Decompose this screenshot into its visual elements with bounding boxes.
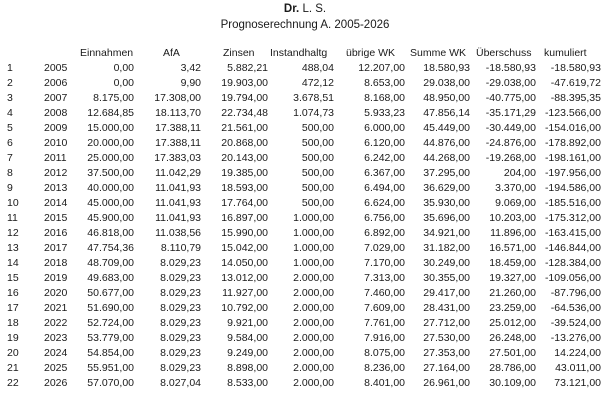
cell-year: 2023 xyxy=(44,332,68,344)
cell-afa: 17.388,11 xyxy=(155,122,201,134)
cell-row-number: 18 xyxy=(7,317,19,329)
cell-year: 2016 xyxy=(44,227,68,239)
cell-instandhaltung: 500,00 xyxy=(301,122,334,134)
cell-ueberschuss: -24.876,00 xyxy=(485,137,536,149)
cell-summe-wk: 36.629,00 xyxy=(423,182,470,194)
cell-instandhaltung: 3.678,51 xyxy=(293,92,334,104)
cell-ueberschuss: 9.069,00 xyxy=(495,197,536,209)
cell-uebrige-wk: 6.000,00 xyxy=(364,122,405,134)
cell-afa: 8.027,04 xyxy=(160,377,201,389)
cell-uebrige-wk: 6.120,00 xyxy=(364,137,405,149)
col-header-uebrige-wk: übrige WK xyxy=(346,47,396,59)
cell-summe-wk: 26.961,00 xyxy=(423,377,470,389)
cell-ueberschuss: -35.171,29 xyxy=(485,107,536,119)
cell-kumuliert: -109.056,00 xyxy=(544,272,601,284)
cell-ueberschuss: 204,00 xyxy=(503,167,536,179)
cell-einnahmen: 0,00 xyxy=(113,77,134,89)
cell-zinsen: 8.533,00 xyxy=(227,377,268,389)
cell-instandhaltung: 488,04 xyxy=(301,62,334,74)
cell-year: 2020 xyxy=(44,287,68,299)
cell-row-number: 11 xyxy=(7,212,18,224)
cell-row-number: 10 xyxy=(7,197,19,209)
cell-year: 2005 xyxy=(44,62,68,74)
cell-row-number: 2 xyxy=(7,77,13,89)
cell-zinsen: 13.012,00 xyxy=(221,272,268,284)
cell-ueberschuss: 16.571,00 xyxy=(489,242,536,254)
cell-instandhaltung: 472,12 xyxy=(301,77,334,89)
cell-ueberschuss: 11.896,00 xyxy=(490,227,536,239)
cell-instandhaltung: 2.000,00 xyxy=(293,272,334,284)
cell-year: 2009 xyxy=(44,122,68,134)
cell-row-number: 12 xyxy=(7,227,19,239)
cell-year: 2014 xyxy=(44,197,68,209)
cell-summe-wk: 37.295,00 xyxy=(423,167,470,179)
cell-einnahmen: 12.684,85 xyxy=(87,107,134,119)
cell-summe-wk: 48.950,00 xyxy=(423,92,470,104)
cell-summe-wk: 44.268,00 xyxy=(423,152,470,164)
cell-row-number: 14 xyxy=(7,257,19,269)
cell-uebrige-wk: 7.460,00 xyxy=(364,287,405,299)
cell-zinsen: 21.561,00 xyxy=(221,122,268,134)
cell-afa: 11.041,93 xyxy=(155,182,201,194)
cell-year: 2012 xyxy=(44,167,68,179)
cell-zinsen: 9.249,00 xyxy=(227,347,268,359)
cell-ueberschuss: 30.109,00 xyxy=(489,377,536,389)
cell-kumuliert: -185.516,00 xyxy=(544,197,601,209)
cell-einnahmen: 37.500,00 xyxy=(87,167,134,179)
cell-kumuliert: -163.415,00 xyxy=(544,227,601,239)
cell-instandhaltung: 1.074,73 xyxy=(293,107,334,119)
cell-afa: 8.029,23 xyxy=(160,287,201,299)
cell-summe-wk: 47.856,14 xyxy=(423,107,470,119)
cell-afa: 8.110,79 xyxy=(160,242,201,254)
cell-zinsen: 17.764,00 xyxy=(221,197,268,209)
cell-kumuliert: -178.892,00 xyxy=(544,137,601,149)
cell-summe-wk: 29.038,00 xyxy=(423,77,470,89)
cell-row-number: 6 xyxy=(7,137,13,149)
cell-einnahmen: 57.070,00 xyxy=(87,377,134,389)
cell-row-number: 13 xyxy=(7,242,19,254)
cell-ueberschuss: 21.260,00 xyxy=(489,287,536,299)
cell-zinsen: 5.882,21 xyxy=(227,62,268,74)
cell-ueberschuss: 10.203,00 xyxy=(489,212,536,224)
cell-afa: 3,42 xyxy=(180,62,201,74)
cell-zinsen: 15.990,00 xyxy=(221,227,268,239)
cell-year: 2011 xyxy=(44,152,67,164)
cell-year: 2019 xyxy=(44,272,68,284)
cell-einnahmen: 0,00 xyxy=(113,62,134,74)
cell-einnahmen: 48.709,00 xyxy=(87,257,134,269)
cell-summe-wk: 27.530,00 xyxy=(423,332,470,344)
cell-instandhaltung: 2.000,00 xyxy=(293,302,334,314)
cell-kumuliert: -154.016,00 xyxy=(544,122,601,134)
col-header-summe-wk: Summe WK xyxy=(410,47,467,59)
cell-afa: 11.042,29 xyxy=(155,167,201,179)
cell-zinsen: 14.050,00 xyxy=(221,257,268,269)
cell-kumuliert: -198.161,00 xyxy=(544,152,601,164)
cell-afa: 9,90 xyxy=(180,77,201,89)
cell-uebrige-wk: 7.609,00 xyxy=(364,302,405,314)
cell-summe-wk: 27.164,00 xyxy=(423,362,470,374)
cell-instandhaltung: 1.000,00 xyxy=(293,242,334,254)
cell-kumuliert: -194.586,00 xyxy=(544,182,601,194)
cell-afa: 8.029,23 xyxy=(160,257,201,269)
cell-afa: 8.029,23 xyxy=(160,272,201,284)
cell-ueberschuss: -30.449,00 xyxy=(485,122,536,134)
cell-einnahmen: 54.854,00 xyxy=(87,347,134,359)
cell-zinsen: 19.794,00 xyxy=(221,92,268,104)
cell-einnahmen: 45.000,00 xyxy=(87,197,134,209)
title-name: L. S. xyxy=(302,3,327,15)
cell-uebrige-wk: 6.624,00 xyxy=(364,197,405,209)
cell-kumuliert: -13.276,00 xyxy=(550,332,601,344)
cell-afa: 11.038,56 xyxy=(155,227,201,239)
document-subtitle: Prognoserechnung A. 2005-2026 xyxy=(220,19,390,31)
cell-row-number: 4 xyxy=(7,107,13,119)
cell-instandhaltung: 1.000,00 xyxy=(293,227,334,239)
cell-year: 2017 xyxy=(44,242,68,254)
cell-afa: 11.041,93 xyxy=(155,212,201,224)
cell-row-number: 9 xyxy=(7,182,13,194)
cell-zinsen: 9.584,00 xyxy=(227,332,268,344)
cell-uebrige-wk: 8.236,00 xyxy=(364,362,405,374)
cell-year: 2025 xyxy=(44,362,68,374)
cell-row-number: 22 xyxy=(7,377,19,389)
cell-row-number: 5 xyxy=(7,122,13,134)
cell-kumuliert: -87.796,00 xyxy=(550,287,601,299)
cell-uebrige-wk: 7.029,00 xyxy=(364,242,405,254)
cell-ueberschuss: -19.268,00 xyxy=(485,152,536,164)
cell-ueberschuss: 3.370,00 xyxy=(495,182,536,194)
cell-row-number: 19 xyxy=(7,332,19,344)
cell-year: 2010 xyxy=(44,137,68,149)
cell-year: 2021 xyxy=(44,302,68,314)
cell-einnahmen: 47.754,36 xyxy=(87,242,134,254)
cell-instandhaltung: 500,00 xyxy=(301,152,334,164)
cell-zinsen: 8.898,00 xyxy=(227,362,268,374)
cell-uebrige-wk: 8.168,00 xyxy=(364,92,405,104)
cell-kumuliert: 73.121,00 xyxy=(554,377,601,389)
cell-uebrige-wk: 8.075,00 xyxy=(364,347,405,359)
cell-kumuliert: -175.312,00 xyxy=(544,212,601,224)
cell-instandhaltung: 500,00 xyxy=(301,182,334,194)
cell-instandhaltung: 2.000,00 xyxy=(293,377,334,389)
cell-ueberschuss: 18.459,00 xyxy=(489,257,536,269)
cell-einnahmen: 40.000,00 xyxy=(87,182,134,194)
cell-zinsen: 10.792,00 xyxy=(221,302,268,314)
cell-kumuliert: -39.524,00 xyxy=(550,317,601,329)
cell-kumuliert: -128.384,00 xyxy=(544,257,601,269)
cell-zinsen: 20.143,00 xyxy=(221,152,268,164)
cell-ueberschuss: -18.580,93 xyxy=(485,62,536,74)
cell-uebrige-wk: 6.494,00 xyxy=(364,182,405,194)
cell-summe-wk: 44.876,00 xyxy=(423,137,470,149)
cell-ueberschuss: 26.248,00 xyxy=(489,332,536,344)
cell-afa: 8.029,23 xyxy=(160,362,201,374)
cell-einnahmen: 51.690,00 xyxy=(87,302,134,314)
cell-einnahmen: 50.677,00 xyxy=(87,287,134,299)
cell-row-number: 8 xyxy=(7,167,13,179)
cell-row-number: 16 xyxy=(7,287,19,299)
cell-year: 2026 xyxy=(44,377,68,389)
cell-zinsen: 15.042,00 xyxy=(221,242,268,254)
cell-einnahmen: 52.724,00 xyxy=(87,317,134,329)
cell-instandhaltung: 2.000,00 xyxy=(293,347,334,359)
cell-year: 2008 xyxy=(44,107,68,119)
cell-instandhaltung: 2.000,00 xyxy=(293,287,334,299)
cell-kumuliert: 43.011,00 xyxy=(555,362,601,374)
cell-summe-wk: 35.930,00 xyxy=(423,197,470,209)
cell-zinsen: 20.868,00 xyxy=(221,137,268,149)
cell-afa: 8.029,23 xyxy=(160,347,201,359)
cell-year: 2022 xyxy=(44,317,68,329)
cell-year: 2015 xyxy=(44,212,68,224)
col-header-ueberschuss: Überschuss xyxy=(476,47,532,59)
cell-summe-wk: 30.249,00 xyxy=(423,257,470,269)
cell-instandhaltung: 500,00 xyxy=(301,167,334,179)
cell-zinsen: 19.385,00 xyxy=(221,167,268,179)
cell-summe-wk: 29.417,00 xyxy=(423,287,470,299)
cell-kumuliert: -197.956,00 xyxy=(544,167,601,179)
cell-uebrige-wk: 12.207,00 xyxy=(358,62,405,74)
cell-ueberschuss: -40.775,00 xyxy=(485,92,536,104)
cell-zinsen: 9.921,00 xyxy=(227,317,268,329)
cell-einnahmen: 46.818,00 xyxy=(87,227,134,239)
cell-afa: 8.029,23 xyxy=(160,317,201,329)
cell-uebrige-wk: 8.653,00 xyxy=(364,77,405,89)
cell-kumuliert: -123.566,00 xyxy=(544,107,601,119)
cell-afa: 18.113,70 xyxy=(155,107,201,119)
cell-summe-wk: 35.696,00 xyxy=(423,212,470,224)
col-header-einnahmen: Einnahmen xyxy=(80,47,134,59)
cell-einnahmen: 55.951,00 xyxy=(87,362,134,374)
cell-zinsen: 19.903,00 xyxy=(221,77,268,89)
cell-zinsen: 16.897,00 xyxy=(221,212,268,224)
cell-instandhaltung: 2.000,00 xyxy=(293,362,334,374)
cell-instandhaltung: 1.000,00 xyxy=(293,257,334,269)
cell-uebrige-wk: 6.242,00 xyxy=(364,152,405,164)
cell-uebrige-wk: 6.892,00 xyxy=(364,227,405,239)
cell-zinsen: 11.927,00 xyxy=(222,287,268,299)
cell-year: 2006 xyxy=(44,77,68,89)
cell-uebrige-wk: 6.756,00 xyxy=(364,212,405,224)
cell-instandhaltung: 2.000,00 xyxy=(293,317,334,329)
col-header-zinsen: Zinsen xyxy=(223,47,255,59)
cell-instandhaltung: 2.000,00 xyxy=(293,332,334,344)
cell-year: 2013 xyxy=(44,182,68,194)
cell-row-number: 20 xyxy=(7,347,19,359)
cell-uebrige-wk: 5.933,23 xyxy=(364,107,405,119)
cell-einnahmen: 53.779,00 xyxy=(87,332,134,344)
cell-row-number: 1 xyxy=(7,62,13,74)
cell-instandhaltung: 500,00 xyxy=(301,137,334,149)
cell-row-number: 17 xyxy=(7,302,19,314)
cell-ueberschuss: 23.259,00 xyxy=(489,302,536,314)
cell-uebrige-wk: 7.761,00 xyxy=(364,317,405,329)
cell-zinsen: 18.593,00 xyxy=(221,182,268,194)
cell-afa: 11.041,93 xyxy=(155,197,201,209)
cell-ueberschuss: 25.012,00 xyxy=(489,317,536,329)
cell-row-number: 21 xyxy=(7,362,19,374)
cell-uebrige-wk: 7.170,00 xyxy=(364,257,405,269)
cell-afa: 17.383,03 xyxy=(154,152,201,164)
cell-row-number: 15 xyxy=(7,272,19,284)
cell-summe-wk: 28.431,00 xyxy=(423,302,470,314)
cell-year: 2024 xyxy=(44,347,68,359)
cell-instandhaltung: 1.000,00 xyxy=(293,212,334,224)
title-prefix: Dr. xyxy=(283,3,300,15)
cell-uebrige-wk: 8.401,00 xyxy=(364,377,405,389)
cell-row-number: 3 xyxy=(7,92,13,104)
cell-kumuliert: -146.844,00 xyxy=(544,242,601,254)
cell-afa: 17.388,11 xyxy=(155,137,201,149)
cell-kumuliert: -47.619,72 xyxy=(550,77,601,89)
col-header-instandhaltung: Instandhaltg xyxy=(270,47,328,59)
col-header-afa: AfA xyxy=(163,47,180,59)
cell-summe-wk: 30.355,00 xyxy=(423,272,470,284)
cell-instandhaltung: 500,00 xyxy=(301,197,334,209)
cell-summe-wk: 27.353,00 xyxy=(423,347,470,359)
cell-ueberschuss: 27.501,00 xyxy=(489,347,536,359)
cell-uebrige-wk: 7.916,00 xyxy=(364,332,405,344)
cell-year: 2007 xyxy=(44,92,68,104)
cell-row-number: 7 xyxy=(7,152,13,164)
cell-kumuliert: -18.580,93 xyxy=(550,62,601,74)
cell-einnahmen: 49.683,00 xyxy=(87,272,134,284)
cell-ueberschuss: 28.786,00 xyxy=(489,362,536,374)
cell-zinsen: 22.734,48 xyxy=(221,107,268,119)
cell-einnahmen: 45.900,00 xyxy=(87,212,134,224)
cell-einnahmen: 15.000,00 xyxy=(87,122,134,134)
col-header-kumuliert: kumuliert xyxy=(544,47,587,59)
cell-kumuliert: -88.395,35 xyxy=(550,92,601,104)
cell-kumuliert: 14.224,00 xyxy=(554,347,601,359)
cell-einnahmen: 8.175,00 xyxy=(93,92,134,104)
cell-summe-wk: 31.182,00 xyxy=(423,242,470,254)
table-row xyxy=(0,377,610,394)
cell-ueberschuss: 19.327,00 xyxy=(489,272,536,284)
cell-einnahmen: 20.000,00 xyxy=(87,137,134,149)
cell-uebrige-wk: 7.313,00 xyxy=(364,272,405,284)
document-title xyxy=(0,3,610,15)
cell-year: 2018 xyxy=(44,257,68,269)
cell-summe-wk: 34.921,00 xyxy=(423,227,470,239)
cell-afa: 8.029,23 xyxy=(160,332,201,344)
cell-summe-wk: 27.712,00 xyxy=(423,317,470,329)
cell-uebrige-wk: 6.367,00 xyxy=(364,167,405,179)
cell-afa: 8.029,23 xyxy=(160,302,201,314)
cell-kumuliert: -64.536,00 xyxy=(550,302,601,314)
cell-summe-wk: 18.580,93 xyxy=(423,62,470,74)
cell-afa: 17.308,00 xyxy=(154,92,201,104)
cell-ueberschuss: -29.038,00 xyxy=(485,77,536,89)
cell-summe-wk: 45.449,00 xyxy=(423,122,470,134)
cell-einnahmen: 25.000,00 xyxy=(87,152,134,164)
